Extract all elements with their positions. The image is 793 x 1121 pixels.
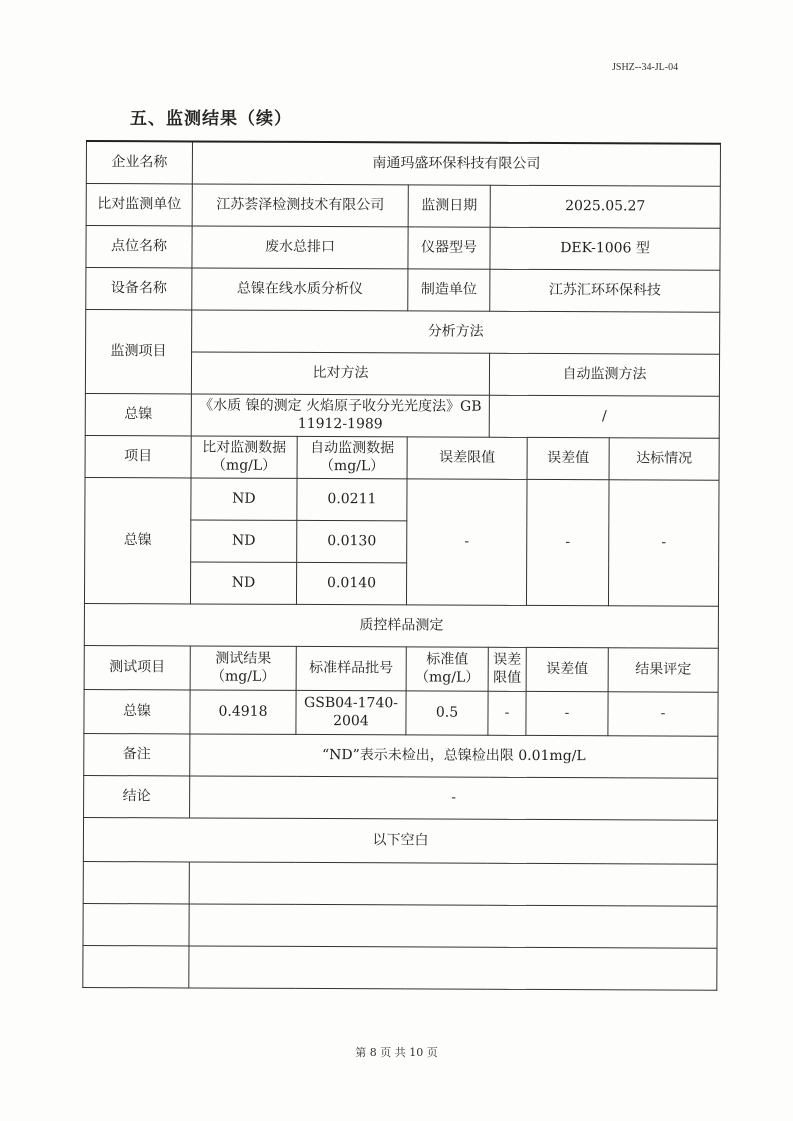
company-value: 南通玛盛环保科技有限公司 <box>192 141 720 185</box>
result-compare-1: ND <box>191 477 297 519</box>
qc-title: 质控样品测定 <box>84 603 718 648</box>
monitoring-results-table <box>82 140 721 990</box>
maker-label: 制造单位 <box>408 268 490 310</box>
maker-value: 江苏汇环环保科技 <box>490 269 720 312</box>
unit-label: 比对监测单位 <box>86 183 192 225</box>
qc-header-eval: 结果评定 <box>608 647 718 691</box>
results-header-auto: 自动监测数据（mg/L） <box>297 436 407 478</box>
section-title: 五、监测结果（续） <box>130 109 292 129</box>
qc-header-result: 测试结果（mg/L） <box>190 645 296 689</box>
results-limit: - <box>406 478 527 605</box>
page-footer: 第 8 页 共 10 页 <box>355 1046 438 1059</box>
results-header-error: 误差值 <box>527 437 609 479</box>
compare-method-value: 《水质 镍的测定 火焰原子收分光光度法》GB 11912-1989 <box>191 393 489 436</box>
blank-cell <box>189 861 717 905</box>
document-number: JSHZ--34-JL-04 <box>612 62 679 73</box>
qc-header-std: 标准值（mg/L） <box>406 646 488 690</box>
model-value: DEK-1006 型 <box>490 227 720 270</box>
analysis-method-label: 分析方法 <box>192 309 720 353</box>
results-header-status: 达标情况 <box>609 437 719 479</box>
results-item: 总镍 <box>84 477 191 603</box>
qc-error: - <box>526 691 608 735</box>
conclusion-label: 结论 <box>84 775 190 817</box>
results-error: - <box>526 479 609 605</box>
remark-label: 备注 <box>84 733 190 775</box>
result-compare-3: ND <box>190 561 296 603</box>
point-label: 点位名称 <box>86 225 192 267</box>
model-label: 仪器型号 <box>408 226 490 268</box>
qc-batch: GSB04-1740-2004 <box>296 690 406 734</box>
unit-value: 江苏荟泽检测技术有限公司 <box>192 183 408 226</box>
compare-method-label: 比对方法 <box>191 351 489 394</box>
qc-limit: - <box>488 691 526 735</box>
qc-header-limit: 误差限值 <box>488 647 526 691</box>
blank-cell <box>83 903 189 945</box>
device-label: 设备名称 <box>86 267 192 309</box>
date-label: 监测日期 <box>408 184 490 226</box>
qc-header-item: 测试项目 <box>84 645 190 689</box>
result-auto-2: 0.0130 <box>297 520 407 562</box>
method-item: 总镍 <box>85 393 191 435</box>
company-label: 企业名称 <box>86 141 192 183</box>
device-value: 总镍在线水质分析仪 <box>192 267 408 310</box>
qc-header-error: 误差值 <box>526 647 608 691</box>
qc-header-batch: 标准样品批号 <box>296 646 406 690</box>
blank-cell <box>189 945 717 989</box>
results-header-limit: 误差限值 <box>407 436 527 479</box>
monitor-item-label: 监测项目 <box>85 309 191 393</box>
results-status: - <box>608 479 719 605</box>
qc-std: 0.5 <box>406 690 488 734</box>
blank-note: 以下空白 <box>83 817 717 864</box>
remark-value: “ND”表示未检出，总镍检出限 0.01mg/L <box>190 733 718 777</box>
point-value: 废水总排口 <box>192 225 408 268</box>
qc-eval: - <box>608 691 718 735</box>
auto-method-label: 自动监测方法 <box>489 353 719 396</box>
result-auto-3: 0.0140 <box>296 562 406 604</box>
conclusion-value: - <box>190 775 718 819</box>
results-header-item: 项目 <box>85 435 191 477</box>
result-compare-2: ND <box>191 519 297 561</box>
qc-result: 0.4918 <box>190 689 296 733</box>
results-header-compare: 比对监测数据（mg/L） <box>191 435 297 477</box>
result-auto-1: 0.0211 <box>297 478 407 520</box>
auto-method-value: / <box>489 395 719 438</box>
blank-cell <box>83 945 189 987</box>
blank-cell <box>189 903 717 947</box>
date-value: 2025.05.27 <box>490 185 720 228</box>
qc-item: 总镍 <box>84 689 190 733</box>
blank-cell <box>83 861 189 903</box>
